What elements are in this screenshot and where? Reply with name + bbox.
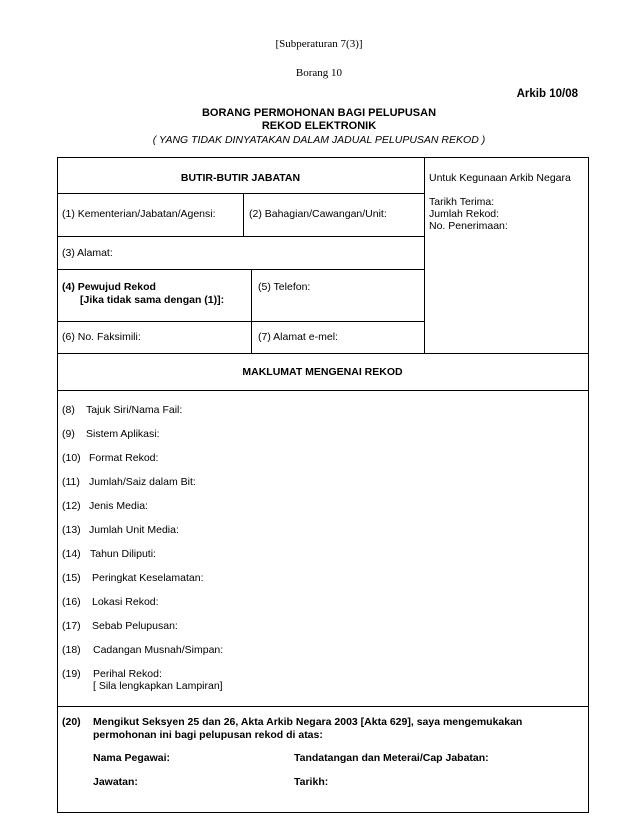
field-address: (3) Alamat:: [62, 247, 113, 259]
field-officer-name: Nama Pegawai:: [93, 752, 171, 764]
list-item: (17) Sebab Pelupusan:: [62, 620, 178, 632]
field-division: (2) Bahagian/Cawangan/Unit:: [249, 208, 387, 220]
list-item: (8) Tajuk Siri/Nama Fail:: [62, 404, 183, 416]
list-item: (16) Lokasi Rekod:: [62, 596, 159, 608]
field-date: Tarikh:: [294, 776, 329, 788]
list-item: (15) Peringkat Keselamatan:: [62, 572, 204, 584]
list-item: (9) Sistem Aplikasi:: [62, 428, 160, 440]
list-item: (11) Jumlah/Saiz dalam Bit:: [62, 476, 196, 488]
field-position: Jawatan:: [93, 776, 138, 788]
field-record-creator-note: [Jika tidak sama dengan (1)]:: [80, 294, 225, 306]
field-telephone: (5) Telefon:: [258, 281, 311, 293]
item19-note: [ Sila lengkapkan Lampiran]: [93, 680, 223, 692]
form-title-line1: BORANG PERMOHONAN BAGI PELUPUSAN: [201, 107, 437, 119]
form-number: Borang 10: [295, 67, 343, 79]
list-item: (10) Format Rekod:: [62, 452, 159, 464]
list-item: (12) Jenis Media:: [62, 500, 148, 512]
archive-code: Arkib 10/08: [516, 88, 578, 100]
list-item: (13) Jumlah Unit Media:: [62, 524, 179, 536]
records-info-heading: MAKLUMAT MENGENAI REKOD: [242, 366, 403, 378]
office-use-heading: Untuk Kegunaan Arkib Negara: [429, 172, 571, 184]
list-item: (19) Perihal Rekod:: [62, 668, 162, 680]
list-item: (14) Tahun Diliputi:: [62, 548, 156, 560]
field-signature-stamp: Tandatangan dan Meterai/Cap Jabatan:: [294, 752, 489, 764]
office-receipt-number: No. Penerimaan:: [429, 220, 508, 232]
declaration-number: (20): [62, 716, 81, 728]
subregulation-reference: [Subperaturan 7(3)]: [275, 38, 363, 50]
field-fax: (6) No. Faksimili:: [62, 331, 141, 343]
list-item: (18) Cadangan Musnah/Simpan:: [62, 644, 224, 656]
office-record-total: Jumlah Rekod:: [429, 208, 500, 220]
field-ministry: (1) Kementerian/Jabatan/Agensi:: [62, 208, 216, 220]
field-email: (7) Alamat e-mel:: [258, 331, 338, 343]
declaration-line1: Mengikut Seksyen 25 dan 26, Akta Arkib Negara 2003 [Akta 629], saya mengemukakan: [93, 716, 523, 728]
field-record-creator: (4) Pewujud Rekod: [62, 281, 156, 293]
dept-details-heading: BUTIR-BUTIR JABATAN: [180, 172, 301, 184]
form-title-line2: REKOD ELEKTRONIK: [261, 120, 377, 132]
declaration-line2: permohonan ini bagi pelupusan rekod di atas:: [93, 729, 323, 741]
office-received-date: Tarikh Terima:: [429, 196, 495, 208]
form-subtitle: ( YANG TIDAK DINYATAKAN DALAM JADUAL PELUPUSAN REKOD ): [152, 134, 486, 146]
